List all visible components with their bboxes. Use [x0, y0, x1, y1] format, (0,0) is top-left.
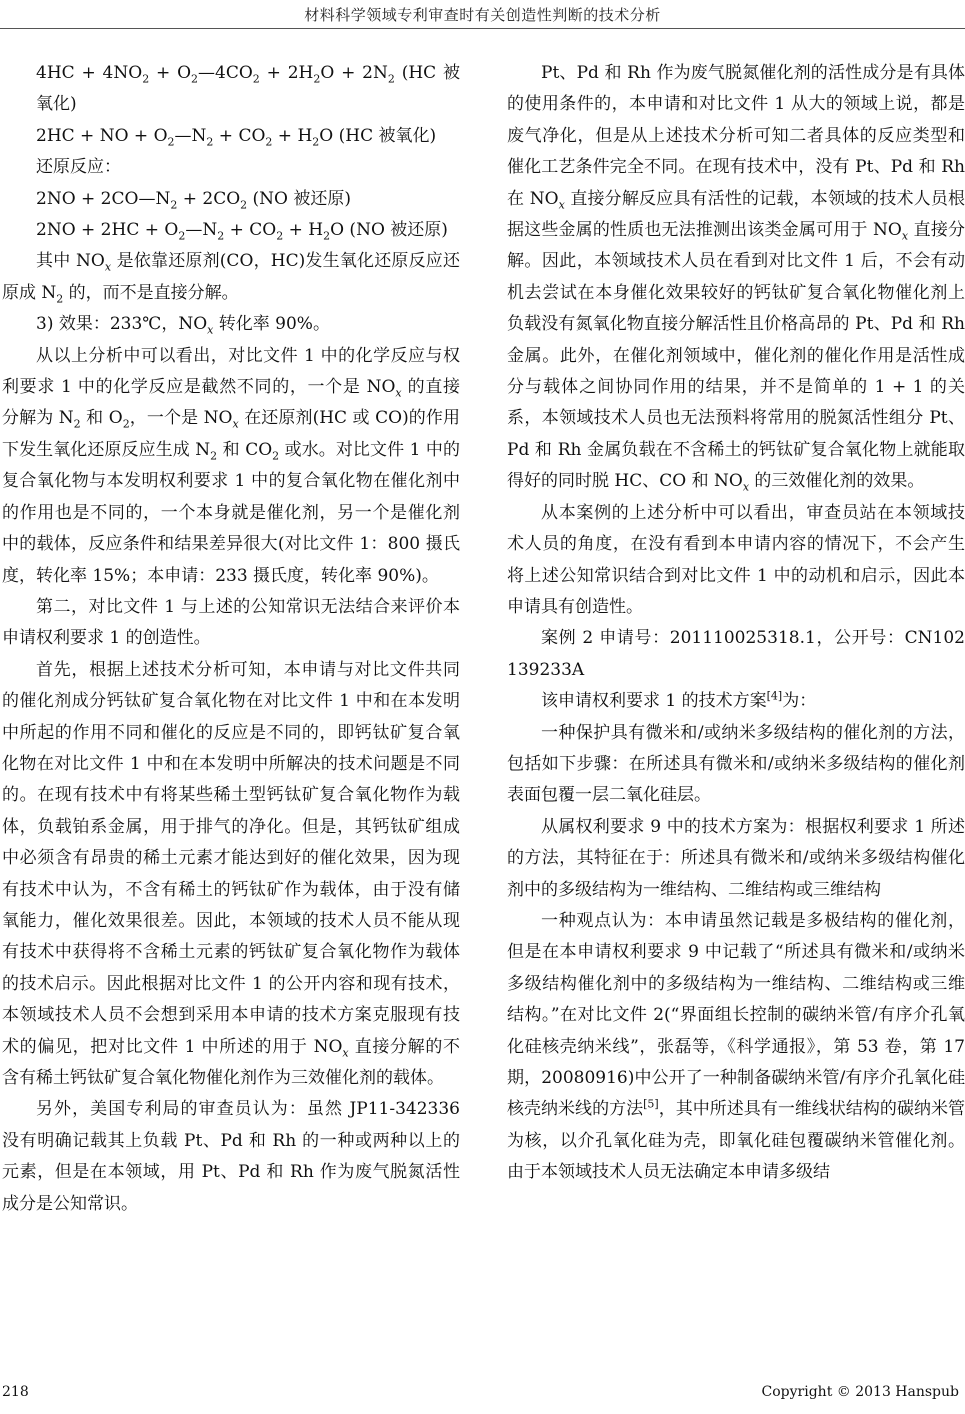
- paragraph-nox-reduction: 其中 $NO_x$ 是依靠还原剂(CO，HC)发生氧化还原反应还原成 $N_2$ 的，而不是直接分解。: [2, 251, 460, 306]
- paragraph-claim-1-intro: 该申请权利要求 1 的技术方案[4]为：: [541, 689, 817, 712]
- equation-no-co: $2NO + 2CO—N_2 + 2CO_2$ (NO 被还原): [36, 188, 352, 212]
- header-rule: [0, 28, 965, 29]
- paragraph-us-examiner: 另外，美国专利局的审查员认为：虽然 JP11-342336 没有明确记载其上负载 Pt、Pd 和 Rh 的一种或两种以上的元素，但是在本领域，用 Pt、Pd 和 Rh 作为废气脱氮活性成分是公知常识。: [2, 1099, 460, 1214]
- paragraph-claim-9: 从属权利要求 9 中的技术方案为：根据权利要求 1 所述的方法，其特征在于：所述具有微米和/或纳米多级结构催化剂中的多级结构为一维结构、二维结构或三维结构: [507, 816, 965, 900]
- case-2-heading: 案例 2 申请号：201110025318.1，公开号：CN102139233A: [507, 628, 965, 680]
- copyright-notice: Copyright © 2013 Hanspub: [761, 1384, 959, 1400]
- paragraph-second-point: 第二，对比文件 1 与上述的公知常识无法结合来评价本申请权利要求 1 的创造性。: [2, 596, 460, 649]
- paragraph-conclusion: 从本案例的上述分析中可以看出，审查员站在本领域技术人员的角度，在没有看到本申请内容的情况下，不会产生将上述公知常识结合到对比文件 1 中的动机和启示，因此本申请具有创造性。: [507, 502, 965, 617]
- paragraph-claim-1: 一种保护具有微米和/或纳米多级结构的催化剂的方法，包括如下步骤：在所述具有微米和/或纳米多级结构的催化剂表面包覆一层二氧化硅层。: [507, 722, 965, 806]
- paragraph-first-reason: 首先，根据上述技术分析可知，本申请与对比文件共同的催化剂成分钙钛矿复合氧化物在对比文件 1 中和在本发明中所起的作用不同和催化的反应是不同的，即钙钛矿复合氧化物在对比文件 1 中和在本发明中所解决的技术问题是不同的。在现有技术中有将某些稀土型钙钛矿复合氧化物作为载体，负载铂系金属，用于排气的净化。但是，其钙钛矿组成中必须含有昂贵的稀土元素才能达到好的催化效果，因为现有技术中认为，不含有稀土的钙钛矿作为载体，由于没有储氧能力，催化效果很差。因此，本领域的技术人员不能从现有技术中获得将不含稀土元素的钙钛矿复合氧化物作为载体的技术启示。因此根据对比文件 1 的公开内容和现有技术，本领域技术人员不会想到采用本申请的技术方案克服现有技术的偏见，把对比文件 1 中所述的用于 $NO_x$ 直接分解的不含有稀土钙钛矿复合氧化物催化剂作为三效催化剂的载体。: [2, 659, 460, 1088]
- paragraph-pt-pd-rh: Pt、Pd 和 Rh 作为废气脱氮催化剂的活性成分是有具体的使用条件的，本申请和对比文件 1 从大的领域上说，都是废气净化，但是从上述技术分析可知二者具体的反应类型和催化工艺条件完全不同。在现有技术中，没有 Pt、Pd 和 Rh 在 $NO_x$ 直接分解反应具有活性的记载，本领域的技术人员根据这些金属的性质也无法推测出该类金属可用于 $NO_x$ 直接分解。因此，本领域技术人员在看到对比文件 1 后，不会有动机去尝试在本身催化效果较好的钙钛矿复合氧化物催化剂上负载没有氮氧化物直接分解活性且价格高昂的 Pt、Pd 和 Rh 金属。此外，在催化剂领域中，催化剂的催化作用是活性成分与载体之间协同作用的结果，并不是简单的 1 + 1 的关系，本领域技术人员也无法预料将常用的脱氮活性组分 Pt、Pd 和 Rh 金属负载在不含稀土的钙钛矿复合氧化物上就能取得好的同时脱 HC、CO 和 $NO_x$ 的三效催化剂的效果。: [507, 63, 965, 494]
- right-column: [507, 58, 965, 1189]
- page-number: 218: [2, 1384, 29, 1400]
- equation-no-hc: $2NO + 2HC + O_2—N_2 + CO_2 + H_2O$ (NO 被还原): [36, 220, 448, 243]
- paragraph-viewpoint: 一种观点认为：本申请虽然记载是多极结构的催化剂，但是在本申请权利要求 9 中记载了“所述具有微米和/或纳米多级结构催化剂中的多级结构为一维结构、二维结构或三维结构。”在对比文件 2(“界面组长控制的碳纳米管/有序介孔氧化硅核壳纳米线”，张磊等，《科学通报》，第 53 卷，第 17 期，20080916)中公开了一种制备碳纳米管/有序介孔氧化硅核壳纳米线的方法[5]，其中所述具有一维线状结构的碳纳米管为核，以介孔氧化硅为壳，即氧化硅包覆碳纳米管催化剂。由于本领域技术人员无法确定本申请多级结: [507, 910, 965, 1183]
- reduction-heading: 还原反应：: [36, 157, 121, 178]
- paragraph-analysis: 从以上分析中可以看出，对比文件 1 中的化学反应与权利要求 1 中的化学反应是截然不同的，一个是 $NO_x$ 的直接分解为 $N_2$ 和 $O_2$，一个是 $NO_x$ 在还原剂(HC 或 CO)的作用下发生氧化还原反应生成 $N_2$ 和 $CO_2$ 或水。对比文件 1 中的复合氧化物与本发明权利要求 1 中的复合氧化物在催化剂中的作用也是不同的，一个本身就是催化剂，另一个是催化剂中的载体，反应条件和结果差异很大(对比文件 1：800 摄氏度，转化率 15%；本申请：233 摄氏度，转化率 90%)。: [2, 345, 460, 586]
- running-header: 材料科学领域专利审查时有关创造性判断的技术分析: [304, 6, 661, 24]
- equation-hc-no2: $4HC + 4NO_2$ + $O_2—4CO_2 + 2H_2O + 2N_2$ (HC 被氧化): [36, 63, 460, 115]
- paragraph-effect: 3) 效果：233℃，$NO_x$ 转化率 90%。: [36, 314, 330, 337]
- left-column: [2, 58, 460, 1220]
- equation-hc-no: 2HC + NO + $O_2—N_2 + CO_2 + H_2O$ (HC 被氧化): [36, 125, 437, 149]
